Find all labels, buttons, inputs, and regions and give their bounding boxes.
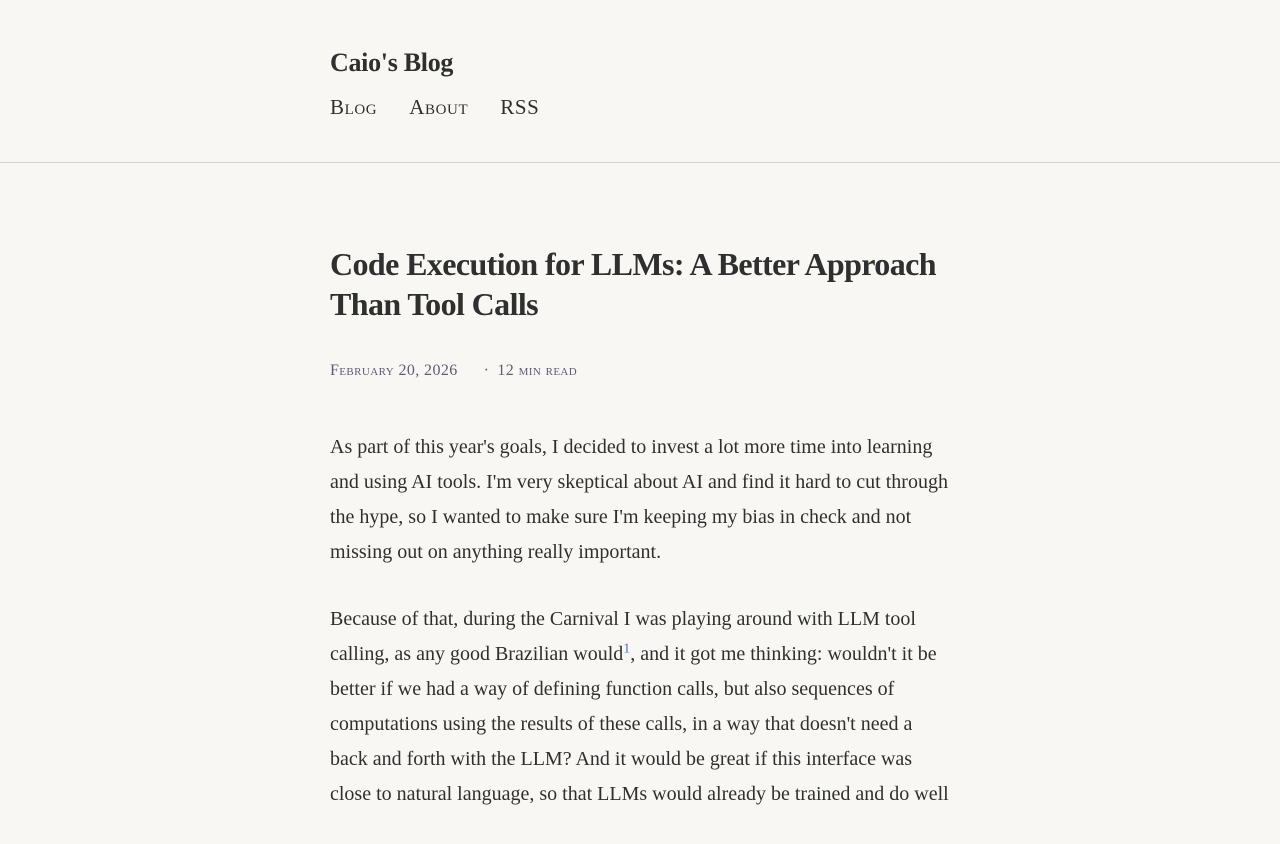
site-header	[0, 0, 1280, 163]
site-title-link[interactable]: Caio's Blog	[330, 48, 454, 77]
post-title: Code Execution for LLMs: A Better Approach Than Tool Calls	[330, 246, 936, 322]
post-meta	[330, 362, 955, 380]
footnote-ref-1[interactable]: 1	[623, 641, 631, 657]
post-main	[330, 244, 955, 844]
post-content	[330, 430, 955, 812]
paragraph-2	[330, 602, 955, 812]
main-nav	[330, 94, 970, 120]
post-date: February 20, 2026	[330, 362, 458, 379]
nav-item-blog[interactable]: Blog	[330, 95, 378, 119]
nav-item-rss[interactable]: RSS	[500, 95, 540, 119]
paragraph-1: As part of this year's goals, I decided to invest a lot more time into learning and using AI tools. I'm very skeptical about AI and find it hard to cut through the hype, so I wanted to make sure I'm keeping my bias in check and not missing out on anything really important.	[330, 436, 948, 563]
read-time: 12 min read	[497, 362, 578, 379]
paragraph-2-text-before: Because of that, during the Carnival I was playing around with LLM tool calling, as any good Brazilian would	[330, 608, 916, 665]
paragraph-2-text-after: , and it got me thinking: wouldn't it be better if we had a way of defining function calls, but also sequences of computations using the results of these calls, in a way that doesn't need a back and forth with the LLM? And it would be great if this interface was close to natural language, so that LLMs would already be trained and do well	[330, 643, 949, 805]
header-inner	[330, 46, 970, 120]
nav-item-about[interactable]: About	[409, 95, 469, 119]
meta-separator: ·	[483, 362, 490, 379]
